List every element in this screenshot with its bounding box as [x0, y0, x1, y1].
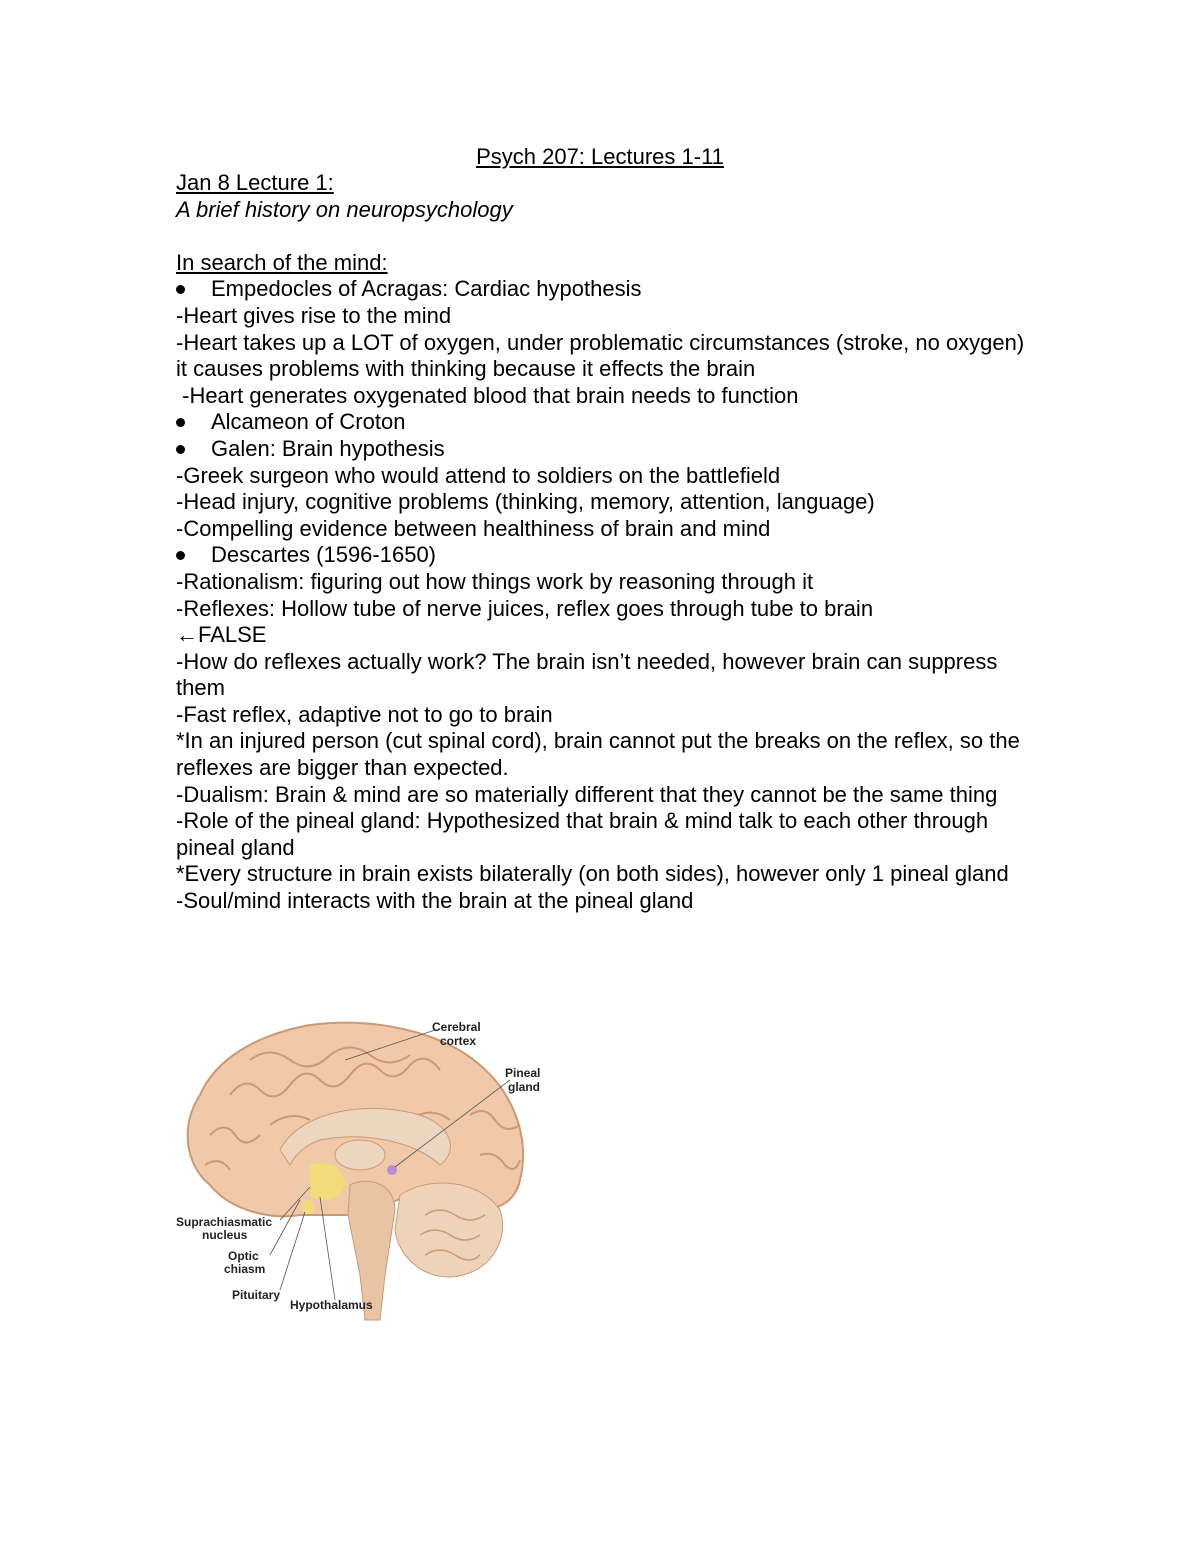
- bullet-item: [176, 409, 1036, 436]
- bullet-dot-icon: [176, 551, 185, 560]
- note-line: -Fast reflex, adaptive not to go to brain: [176, 701, 553, 727]
- bullet-text: Alcameon of Croton: [211, 409, 406, 435]
- note-line: -Soul/mind interacts with the brain at the pineal gland: [176, 888, 694, 914]
- bullet-text: Descartes (1596-1650): [211, 542, 437, 568]
- label-pineal: Pineal: [505, 1066, 540, 1080]
- blank-line: [176, 223, 1036, 250]
- lecture-heading: Jan 8 Lecture 1:: [176, 170, 334, 195]
- note-line: *Every structure in brain exists bilaterally (on both sides), however only 1 pineal gland: [176, 861, 1009, 887]
- lecture-subtitle: A brief history on neuropsychology: [176, 196, 513, 222]
- bullet-item: [176, 436, 1036, 463]
- note-line: ←FALSE: [176, 622, 267, 648]
- section-heading: In search of the mind:: [176, 249, 388, 275]
- bullet-dot-icon: [176, 418, 185, 427]
- note-line: -Compelling evidence between healthiness of brain and mind: [176, 515, 771, 541]
- label-chiasm: chiasm: [224, 1262, 266, 1276]
- note-line: -Heart takes up a LOT of oxygen, under problematic circumstances (stroke, no oxygen) it causes problems with thinking because it effects the brain: [176, 329, 1025, 382]
- bullet-dot-icon: [176, 285, 185, 294]
- bullet-text: Galen: Brain hypothesis: [211, 435, 445, 461]
- note-line: -Role of the pineal gland: Hypothesized that brain & mind talk to each other through pineal gland: [176, 808, 989, 860]
- brain-diagram: [170, 1015, 540, 1325]
- thalamus-shape: [335, 1140, 385, 1170]
- label-gland: gland: [508, 1080, 540, 1094]
- note-line: *In an injured person (cut spinal cord), brain cannot put the breaks on the reflex, so the reflexes are bigger than expected.: [176, 728, 1020, 781]
- note-line: -Greek surgeon who would attend to soldiers on the battlefield: [176, 462, 781, 488]
- label-cerebral: Cerebral: [432, 1020, 481, 1034]
- label-cortex: cortex: [440, 1034, 477, 1048]
- note-line: -Dualism: Brain & mind are so materially different that they cannot be the same thing: [176, 781, 998, 807]
- bullet-dot-icon: [176, 445, 185, 454]
- cerebellum-shape: [395, 1183, 503, 1277]
- note-line: -Reflexes: Hollow tube of nerve juices, reflex goes through tube to brain: [176, 595, 874, 621]
- label-suprachiasmatic: Suprachiasmatic: [176, 1215, 273, 1229]
- note-line: -Head injury, cognitive problems (thinking, memory, attention, language): [176, 489, 875, 515]
- bullet-text: Empedocles of Acragas: Cardiac hypothesis: [211, 276, 642, 302]
- note-line: -Rationalism: figuring out how things work by reasoning through it: [176, 568, 814, 594]
- bullet-item: [176, 276, 1036, 303]
- note-line: -Heart gives rise to the mind: [176, 302, 452, 328]
- note-line: -Heart generates oxygenated blood that brain needs to function: [176, 382, 799, 408]
- label-hypothalamus: Hypothalamus: [290, 1298, 373, 1312]
- pituitary-shape: [302, 1200, 314, 1214]
- label-optic: Optic: [228, 1249, 259, 1263]
- label-nucleus: nucleus: [202, 1228, 248, 1242]
- document-body: [176, 170, 1036, 915]
- label-pituitary: Pituitary: [232, 1288, 281, 1302]
- bullet-item: [176, 542, 1036, 569]
- brain-diagram-figure: [170, 1015, 540, 1325]
- page-title: Psych 207: Lectures 1-11: [476, 144, 724, 169]
- note-line: -How do reflexes actually work? The brain isn’t needed, however brain can suppress them: [176, 648, 998, 701]
